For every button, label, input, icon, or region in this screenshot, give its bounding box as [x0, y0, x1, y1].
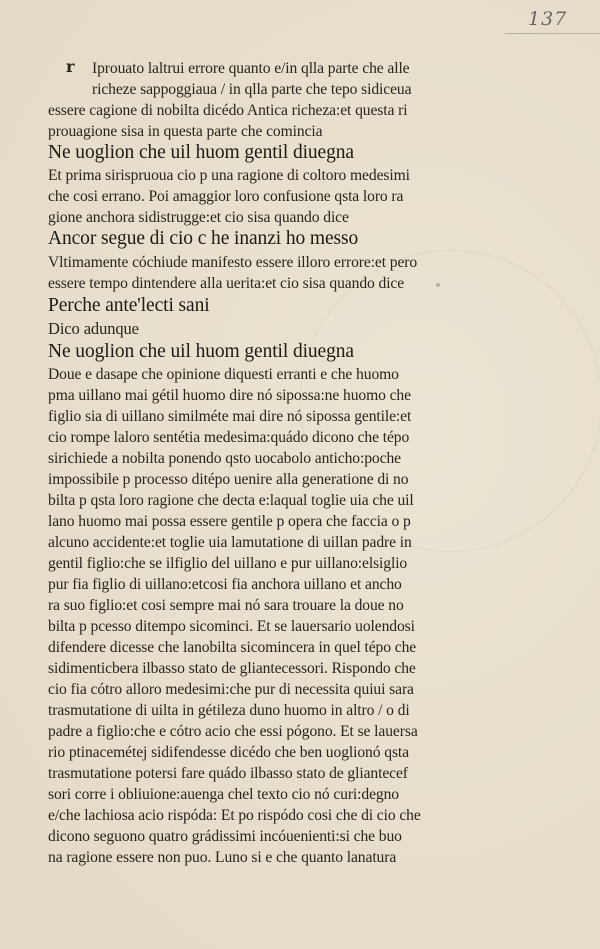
text-line: essere cagione di nobilta dicédo Antica richeza:et questa ri [48, 102, 408, 119]
verse-heading: Ancor segue di cio c he inanzi ho messo [48, 228, 359, 249]
text-line: Vltimamente cóchiude manifesto essere illoro errore:et pero [48, 254, 418, 271]
text-line: gione anchora sidistrugge:et cio sisa quando dice [48, 209, 349, 226]
verse-heading: Ne uoglion che uil huom gentil diuegna [48, 341, 354, 362]
verse-heading: Ne uoglion che uil huom gentil diuegna [48, 142, 354, 163]
text-line: bilta p qsta loro ragione che decta e:laqual toglie uia che uil [48, 492, 414, 509]
verse-heading: Perche ante'lecti sani [48, 295, 210, 316]
text-line: Et prima sirispruoua cio p una ragione di coltoro medesimi [48, 167, 410, 184]
folio-number: 137 [528, 8, 568, 30]
text-line: trasmutatione di uilta in gétileza duno huomo in altro / o di [48, 702, 410, 719]
text-line: impossibile p processo ditépo uenire alla generatione di no [48, 471, 409, 488]
text-line: cio rompe laloro sentétia medesima:quádo dicono che tépo [48, 429, 410, 446]
text-line: lano huomo mai possa essere gentile p opera che faccia o p [48, 513, 411, 530]
text-line: sori corre i obliuione:auenga chel texto cio nó curi:degno [48, 786, 400, 803]
text-line: essere tempo dintendere alla uerita:et cio sisa quando dice [48, 275, 405, 292]
text-line: prouagione sisa in questa parte che comincia [48, 123, 323, 140]
text-line: bilta p pcesso ditempo sicominci. Et se lauersario uolendosi [48, 618, 415, 635]
text-line: ra suo figlio:et cosi sempre mai nó sara trouare la doue no [48, 597, 404, 614]
text-line: richeze sappoggiaua / in qlla parte che tepo sidiceua [92, 81, 412, 98]
text-line: Dico adunque [48, 319, 139, 338]
text-line: pma uillano mai gétil huomo dire nó sipossa:ne huomo che [48, 387, 411, 404]
text-line: na ragione essere non puo. Luno si e che quanto lanatura [48, 849, 397, 866]
text-line: dicono seguono quatro grádissimi incóuenienti:si che buo [48, 828, 402, 845]
ink-speck [436, 283, 440, 287]
text-line: trasmutatione potersi fare quádo ilbasso stato de gliantecef [48, 765, 408, 782]
text-line: padre a figlio:che e cótro acio che essi pógono. Et se lauersa [48, 723, 418, 740]
text-line: gentil figlio:che se ilfiglio del uillano e pur uillano:elsiglio [48, 555, 408, 572]
text-line: che cosi errano. Poi amaggior loro confusione qsta loro ra [48, 188, 404, 205]
text-line: pur fia figlio di uillano:etcosi fia anchora uillano et ancho [48, 576, 402, 593]
text-line: Iprouato laltrui errore quanto e/in qlla parte che alle [92, 60, 410, 77]
text-line: difendere dicesse che lanobilta sicomincera in quel tépo che [48, 639, 417, 656]
text-line: figlio sia di uillano similméte mai dire nó sipossa gentile:et [48, 408, 412, 425]
text-line: sidimenticbera ilbasso stato de gliantecessori. Rispondo che [48, 660, 416, 677]
text-line: alcuno accidente:et toglie uia lamutatione di uillan padre in [48, 534, 412, 551]
text-line: sirichiede a nobilta ponendo qsto uocabolo anticho:poche [48, 450, 401, 467]
text-line: cio fia cótro alloro medesimi:che pur di necessita quiui sara [48, 681, 414, 698]
text-line: e/che lachiosa acio rispóda: Et po rispódo cosi che di cio che [48, 807, 421, 824]
paragraph-mark: r [66, 57, 75, 76]
text-line: rio ptinacemétej sidifendesse dicédo che ben uoglionó qsta [48, 744, 409, 761]
text-line: Doue e dasape che opinione diquesti erranti e che huomo [48, 366, 399, 383]
folio-rule [505, 33, 600, 34]
